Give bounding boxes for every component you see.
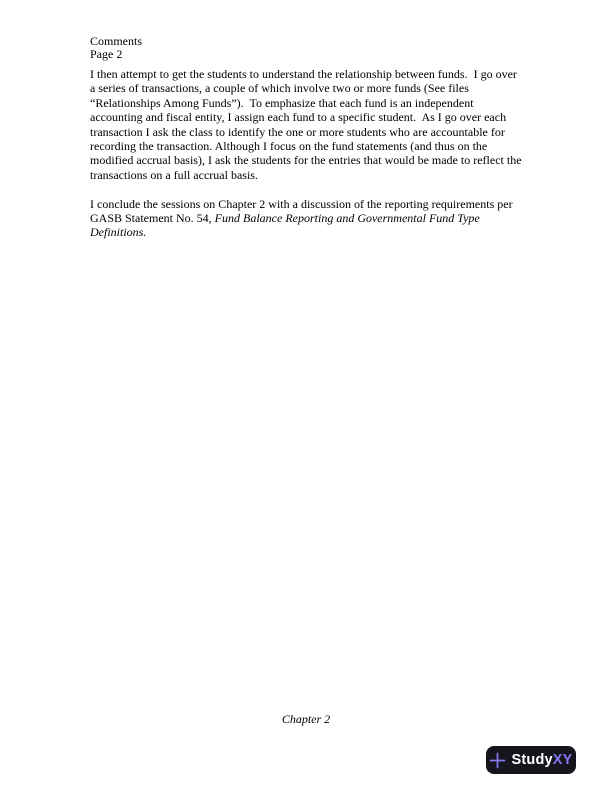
text-line bbox=[90, 153, 522, 167]
body-text: accounting and fiscal entity, I assign each fund to a specific student. As I go over each bbox=[90, 110, 507, 125]
italic-text: Definitions. bbox=[90, 225, 147, 240]
header-comments-label: Comments bbox=[90, 34, 143, 48]
body-text: recording the transaction. Although I focus on the fund statements (and thus on the bbox=[90, 139, 488, 154]
plus-icon bbox=[489, 752, 506, 769]
italic-text: Fund Balance Reporting and Governmental Fund Type bbox=[214, 211, 480, 226]
text-line bbox=[90, 139, 522, 153]
text-line bbox=[90, 168, 522, 182]
text-line bbox=[90, 125, 522, 139]
body-text: modified accrual basis), I ask the students for the entries that would be made to reflect the bbox=[90, 153, 522, 168]
body-text: a series of transactions, a couple of which involve two or more funds (See files bbox=[90, 81, 469, 96]
paragraph bbox=[90, 67, 522, 182]
text-line bbox=[90, 225, 522, 239]
body-text: GASB Statement No. 54, bbox=[90, 211, 215, 226]
body-text: transactions on a full accrual basis. bbox=[90, 167, 258, 182]
body-text: I then attempt to get the students to understand the relationship between funds. I go over bbox=[90, 67, 517, 81]
text-line bbox=[90, 211, 522, 225]
brand-name-accent: XY bbox=[552, 752, 573, 768]
brand-name-primary: Study bbox=[511, 752, 553, 768]
studyxy-logo-badge bbox=[486, 746, 576, 774]
text-line bbox=[90, 81, 522, 95]
body-text: transaction I ask the class to identify the one or more students who are accountable for bbox=[90, 124, 505, 139]
text-line bbox=[90, 96, 522, 110]
paragraph bbox=[90, 197, 522, 240]
text-line bbox=[90, 67, 522, 81]
footer-chapter-label: Chapter 2 bbox=[281, 712, 331, 726]
body-text: “Relationships Among Funds”). To emphasize that each fund is an independent bbox=[90, 95, 474, 110]
document-header bbox=[90, 35, 142, 60]
body-text: I conclude the sessions on Chapter 2 with a discussion of the reporting requirements per bbox=[90, 196, 513, 211]
document-body bbox=[90, 67, 522, 240]
header-page-number: Page 2 bbox=[90, 46, 123, 61]
text-line bbox=[90, 110, 522, 124]
text-line bbox=[90, 197, 522, 211]
brand-name bbox=[511, 752, 572, 768]
